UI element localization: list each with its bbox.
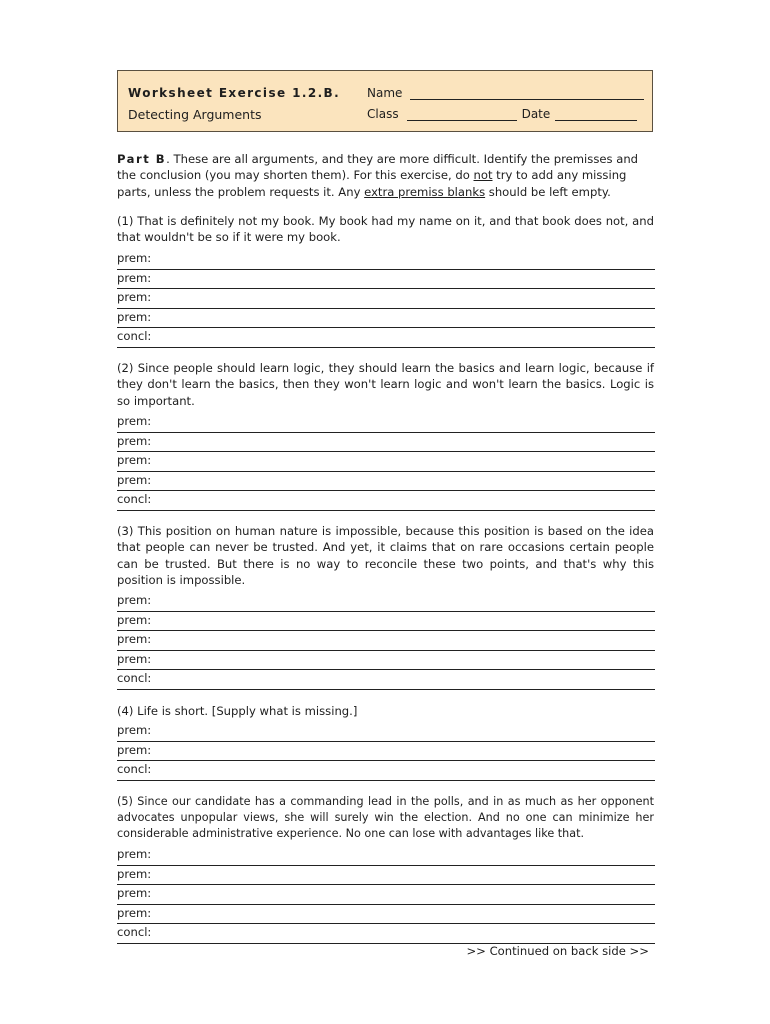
answer-line[interactable]: prem: bbox=[117, 846, 655, 866]
extra-blanks-emphasis: extra premiss blanks bbox=[364, 184, 486, 199]
answer-line[interactable]: prem: bbox=[117, 309, 655, 329]
answer-line[interactable]: prem: bbox=[117, 472, 655, 492]
answer-line[interactable]: prem: bbox=[117, 413, 655, 433]
intro-text-2: try to add any missing parts, unless the problem requests it. Any bbox=[117, 168, 627, 199]
answer-line[interactable]: prem: bbox=[117, 270, 655, 290]
answer-line[interactable]: prem: bbox=[117, 866, 655, 886]
name-row bbox=[367, 85, 644, 100]
name-field[interactable] bbox=[410, 85, 644, 100]
worksheet-header bbox=[117, 70, 653, 132]
answer-line[interactable]: prem: bbox=[117, 612, 655, 632]
question-3-answers bbox=[117, 592, 655, 690]
answer-line[interactable]: concl: bbox=[117, 924, 655, 944]
class-field[interactable] bbox=[407, 106, 517, 121]
answer-line[interactable]: prem: bbox=[117, 592, 655, 612]
question-5-text: (5) Since our candidate has a commanding lead in the polls, and in as much as her opponent advocates unpopular views, she will surely win the election. And no one can minimize her considerable administrative experience. No one can lose with advantages like that. bbox=[117, 795, 654, 840]
date-field[interactable] bbox=[555, 106, 637, 121]
continued-note: >> Continued on back side >> bbox=[466, 944, 649, 958]
worksheet-title: Worksheet Exercise 1.2.B. bbox=[128, 86, 341, 100]
question-4-text: (4) Life is short. [Supply what is missing.] bbox=[117, 704, 358, 718]
question-1-answers bbox=[117, 250, 655, 348]
answer-line[interactable]: prem: bbox=[117, 905, 655, 925]
question-5-answers bbox=[117, 846, 655, 944]
answer-line[interactable]: prem: bbox=[117, 631, 655, 651]
answer-line[interactable]: concl: bbox=[117, 670, 655, 690]
part-label: Part B bbox=[117, 152, 167, 166]
class-label: Class bbox=[367, 107, 399, 121]
date-label: Date bbox=[521, 107, 551, 121]
answer-line[interactable]: prem: bbox=[117, 742, 655, 762]
answer-line[interactable]: prem: bbox=[117, 452, 655, 472]
question-2-text: (2) Since people should learn logic, they should learn the basics and learn logic, because if they don't learn the basics, then they won't learn logic and won't learn the basics. Logic is so important. bbox=[117, 361, 654, 408]
answer-line[interactable]: prem: bbox=[117, 289, 655, 309]
answer-line[interactable]: prem: bbox=[117, 250, 655, 270]
answer-line[interactable]: prem: bbox=[117, 885, 655, 905]
question-3-text: (3) This position on human nature is impossible, because this position is based on the idea that people can never be trusted. And yet, it claims that on rare occasions certain people can be trusted. But there is no way to reconcile these two points, and that's why this position is impossible. bbox=[117, 524, 654, 588]
class-date-row bbox=[367, 106, 637, 121]
intro-text-1: . These are all arguments, and they are more difficult. Identify the premisses and the conclusion (you may shorten them). For this exercise, do bbox=[117, 152, 639, 183]
question-2-answers bbox=[117, 413, 655, 511]
question-1-text: (1) That is definitely not my book. My book had my name on it, and that book does not, and that wouldn't be so if it were my book. bbox=[117, 214, 654, 245]
not-emphasis: not bbox=[473, 168, 493, 183]
worksheet-subtitle: Detecting Arguments bbox=[128, 107, 262, 122]
name-label: Name bbox=[367, 86, 403, 100]
answer-line[interactable]: prem: bbox=[117, 433, 655, 453]
question-4-answers bbox=[117, 722, 655, 781]
intro-text-3: should be left empty. bbox=[485, 184, 611, 199]
answer-line[interactable]: concl: bbox=[117, 761, 655, 781]
answer-line[interactable]: prem: bbox=[117, 722, 655, 742]
part-b-instructions bbox=[117, 151, 654, 200]
answer-line[interactable]: concl: bbox=[117, 491, 655, 511]
answer-line[interactable]: prem: bbox=[117, 651, 655, 671]
answer-line[interactable]: concl: bbox=[117, 328, 655, 348]
